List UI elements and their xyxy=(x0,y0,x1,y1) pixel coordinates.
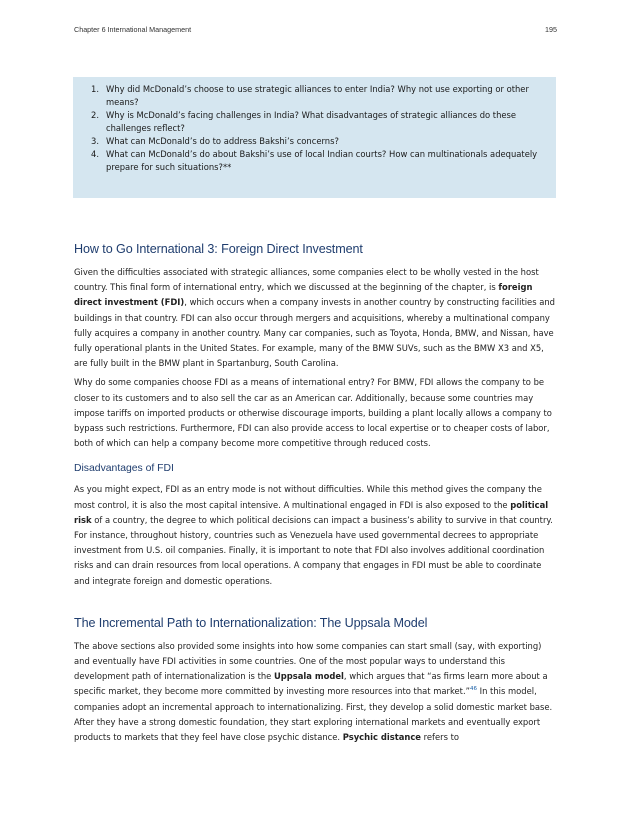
text-run: In this model, companies adopt an incremental approach to internationalizing. First, they develop a solid domestic market base. After they have a strong domestic foundation, they start exploring international markets and eventually export products to markets that they feel have close psychic distance. xyxy=(74,686,553,743)
question-item xyxy=(91,109,540,135)
key-term-political-risk: political risk xyxy=(74,499,549,525)
text-run: As you might expect, FDI as an entry mode is not without difficulties. While this method gives the company the most control, it is also the most capital intensive. A multinational engaged in FDI is also exposed to the xyxy=(74,484,542,510)
paragraph-fdi-definition xyxy=(74,265,558,371)
question-number: 2. xyxy=(91,110,99,120)
question-text: Why is McDonald’s facing challenges in India? What disadvantages of strategic alliances do these challenges reflect? xyxy=(106,110,517,133)
paragraph-fdi-reasons: Why do some companies choose FDI as a means of international entry? For BMW, FDI allows the company to be closer to its customers and to also sell the car as an American car. Additionally, because some countries may impose tariffs on imported products or otherwise discourage imports, building a plant locally allows a company to bypass such restrictions. Furthermore, FDI can also provide access to local expertise or to cheaper costs of labor, both of which can help a company become more competitive through reduced costs. xyxy=(74,377,552,449)
footnote-link[interactable]: 46 xyxy=(469,686,477,693)
text-run: , which argues that “as firms learn more about a specific market, they become more committed by investing more resources into that market.” xyxy=(74,671,548,697)
question-list xyxy=(91,83,540,174)
question-number: 1. xyxy=(91,84,99,94)
text-run: of a country, the degree to which political decisions can impact a business’s ability to survive in that country. For instance, throughout history, countries such as Venezuela have used governmental decrees to appropriate investment from U.S. oil companies. Finally, it is important to note that FDI also involves additional coordination risks and can drain resources from local operations. A company that engages in FDI must be able to coordinate and integrate foreign and domestic operations. xyxy=(74,514,553,586)
running-header-chapter: Chapter 6 International Management xyxy=(74,25,192,34)
text-run: Given the difficulties associated with strategic alliances, some companies elect to be wholly vested in the host country. This final form of international entry, which we discussed at the beginning of the chapter, is xyxy=(74,267,539,293)
question-item xyxy=(91,83,540,109)
section-heading-fdi: How to Go International 3: Foreign Direct Investment xyxy=(74,242,363,256)
question-item xyxy=(91,135,540,148)
question-number: 4. xyxy=(91,149,99,159)
question-text: What can McDonald’s do to address Bakshi’s concerns? xyxy=(106,136,339,146)
key-term-fdi: foreign direct investment (FDI) xyxy=(74,282,533,308)
page-number: 195 xyxy=(545,25,557,34)
paragraph-fdi-disadvantages xyxy=(74,482,558,588)
section-heading-uppsala: The Incremental Path to Internationalization: The Uppsala Model xyxy=(74,615,428,630)
discussion-questions-box xyxy=(73,77,556,198)
key-term-uppsala: Uppsala model xyxy=(273,671,344,682)
question-text: Why did McDonald’s choose to use strategic alliances to enter India? Why not use exporting or other means? xyxy=(106,84,529,107)
key-term-psychic-distance: Psychic distance xyxy=(342,732,421,743)
main-content xyxy=(74,241,558,745)
page-header xyxy=(74,25,557,37)
question-text: What can McDonald’s do about Bakshi’s use of local Indian courts? How can multinationals adequately prepare for such situations?** xyxy=(106,149,538,172)
text-run: , which occurs when a company invests in another country by constructing facilities and buildings in that country. FDI can also occur through mergers and acquisitions, whereby a multinational company fully acquires a company in another country. Many car companies, such as Toyota, Honda, BMW, and Nissan, have fully operational plants in the United States. For example, many of the BMW SUVs, such as the BMW X3 and X5, are fully built in the BMW plant in Spartanburg, South Carolina. xyxy=(74,297,555,369)
question-number: 3. xyxy=(91,136,99,146)
question-item xyxy=(91,148,540,174)
paragraph-uppsala-model xyxy=(74,639,558,745)
text-run: The above sections also provided some insights into how some companies can start small (say, with exporting) and eventually have FDI activities in some countries. One of the most popular ways to understand this development path of internationalization is the xyxy=(74,640,542,682)
text-run: refers to xyxy=(420,732,460,743)
subsection-heading-disadvantages: Disadvantages of FDI xyxy=(74,463,174,475)
